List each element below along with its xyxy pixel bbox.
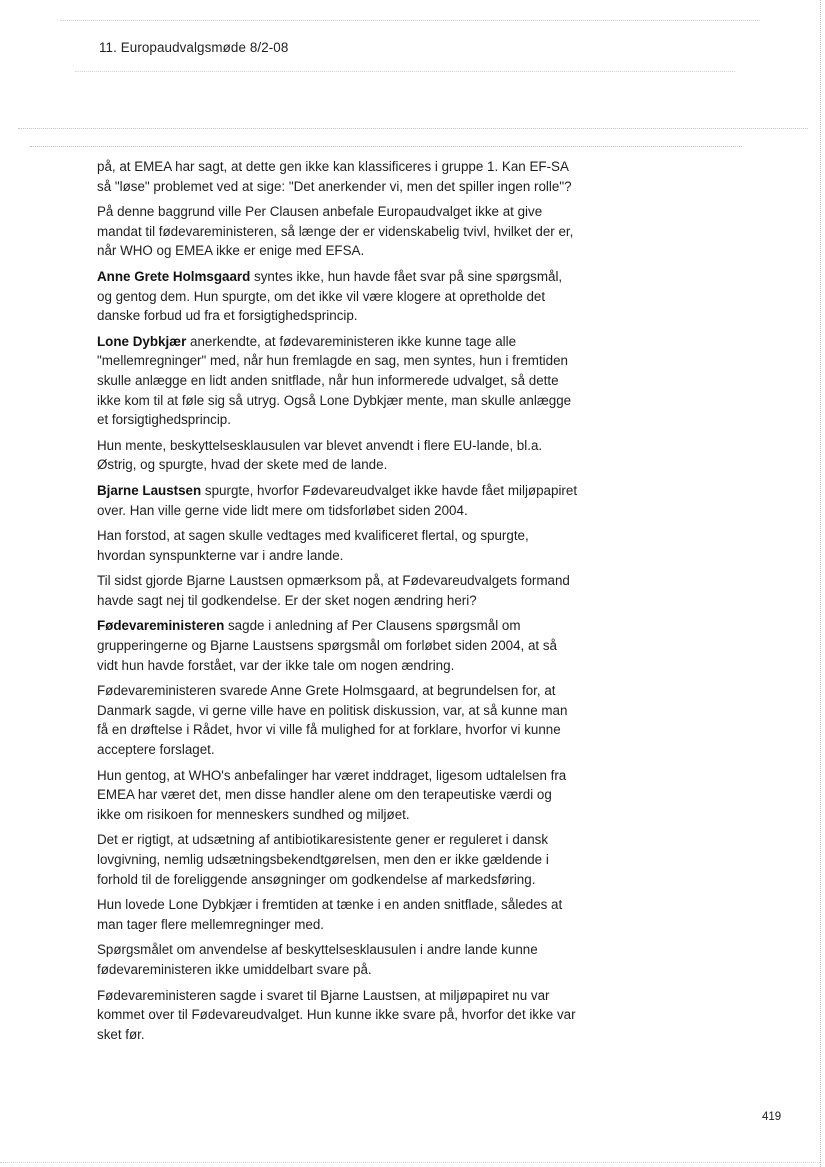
paragraph bbox=[97, 436, 579, 475]
paragraph-text: Fødevareministeren svarede Anne Grete Holmsgaard, at begrundelsen for, at Danmark sagde, vi gerne ville have en politisk diskussion, var, at så kunne man få en drøftelse i Rådet, hvor vi ville få mulighed for at forklare, hvorfor vi kunne acceptere forslaget. bbox=[97, 683, 568, 758]
section-rule bbox=[18, 128, 808, 129]
paragraph-text: Hun mente, beskyttelsesklausulen var blevet anvendt i flere EU-lande, bl.a. Østrig, og spurgte, hvad der skete med de lande. bbox=[97, 437, 543, 473]
paragraph-text: Spørgsmålet om anvendelse af beskyttelsesklausulen i andre lande kunne fødevareministeren ikke umiddelbart svare på. bbox=[97, 942, 538, 977]
paragraph-text: Det er rigtigt, at udsætning af antibiotikaresistente gener er reguleret i dansk lovgivning, nemlig udsætningsbekendtgørelsen, men den er ikke gældende i forhold til de foreliggende ansøgninger om godkendelse af markedsføring. bbox=[97, 832, 549, 887]
section-rule bbox=[30, 146, 742, 147]
paragraph-text: På denne baggrund ville Per Clausen anbefale Europaudvalget ikke at give mandat til fødevareministeren, så længe der er videnskabelig tvivl, hvilket der er, når WHO og EMEA ikke er enige med EFSA. bbox=[97, 204, 574, 259]
paragraph-text: Til sidst gjorde Bjarne Laustsen opmærksom på, at Fødevareudvalgets formand havde sagt nej til godkendelse. Er der sket nogen ændring heri? bbox=[97, 573, 570, 608]
header-rule bbox=[75, 71, 735, 72]
paragraph bbox=[97, 895, 579, 934]
paragraph-text: spurgte, hvorfor Fødevareudvalget ikke havde fået miljøpapiret over. Han ville gerne vide lidt mere om tidsforløbet siden 2004. bbox=[97, 482, 578, 518]
scan-edge-bottom bbox=[0, 1162, 820, 1163]
paragraph bbox=[97, 157, 579, 196]
paragraph-text: Han forstod, at sagen skulle vedtages med kvalificeret flertal, og spurgte, hvordan synspunkterne var i andre lande. bbox=[97, 528, 529, 563]
speaker-name: Fødevareministeren bbox=[97, 618, 225, 634]
paragraph-text: på, at EMEA har sagt, at dette gen ikke kan klassificeres i gruppe 1. Kan EF-SA så "løse" problemet ved at sige: "Det anerkender vi, men det spiller ingen rolle"? bbox=[97, 159, 572, 194]
paragraph-text: anerkendte, at fødevareministeren ikke kunne tage alle "mellemregninger" med, når hun fremlagde en sag, men syntes, hun i fremtiden skulle anlægge en lidt anden snitflade, når hun informerede udvalget, så dette ikke kom til at føle sig så utryg. Også Lone Dybkjær mente, man skulle anlægge et forsigtighedsprincip. bbox=[97, 333, 572, 428]
paragraph bbox=[97, 830, 579, 889]
paragraph bbox=[97, 571, 579, 610]
body-text bbox=[97, 157, 579, 1050]
paragraph-text: Hun gentog, at WHO's anbefalinger har været inddraget, ligesom udtalelsen fra EMEA har været det, men disse handler alene om den terapeutiske værdi og ikke om risikoen for menneskers sundhed og miljøet. bbox=[97, 767, 567, 822]
scan-edge-right bbox=[820, 0, 821, 1167]
paragraph bbox=[97, 526, 579, 565]
paragraph-text: Hun lovede Lone Dybkjær i fremtiden at tænke i en anden snitflade, således at man tager flere mellemregninger med. bbox=[97, 897, 563, 932]
paragraph bbox=[97, 681, 579, 759]
scan-edge-top bbox=[60, 20, 760, 21]
paragraph-text: syntes ikke, hun havde fået svar på sine spørgsmål, og gentog dem. Hun spurgte, om det ikke vil være klogere at opretholde det danske forbud ud fra et forsigtighedsprincip. bbox=[97, 268, 563, 324]
paragraph bbox=[97, 986, 579, 1045]
paragraph bbox=[97, 481, 579, 520]
paragraph bbox=[97, 940, 579, 979]
paragraph-text: Fødevareministeren sagde i svaret til Bjarne Laustsen, at miljøpapiret nu var kommet over til Fødevareudvalget. Hun kunne ikke svare på, hvorfor det ikke var sket før. bbox=[97, 987, 576, 1042]
speaker-name: Lone Dybkjær bbox=[97, 333, 187, 349]
paragraph bbox=[97, 332, 579, 430]
paragraph bbox=[97, 616, 579, 675]
page-header: 11. Europaudvalgsmøde 8/2-08 bbox=[99, 40, 289, 55]
speaker-name: Anne Grete Holmsgaard bbox=[97, 268, 251, 284]
paragraph bbox=[97, 267, 579, 326]
paragraph bbox=[97, 202, 579, 261]
speaker-name: Bjarne Laustsen bbox=[97, 482, 202, 498]
paragraph-text: sagde i anledning af Per Clausens spørgsmål om grupperingerne og Bjarne Laustsens spørgsmål om forløbet siden 2004, at så vidt hun havde forstået, var der ikke tale om nogen ændring. bbox=[97, 618, 558, 673]
page-number: 419 bbox=[762, 1111, 782, 1123]
paragraph bbox=[97, 766, 579, 825]
